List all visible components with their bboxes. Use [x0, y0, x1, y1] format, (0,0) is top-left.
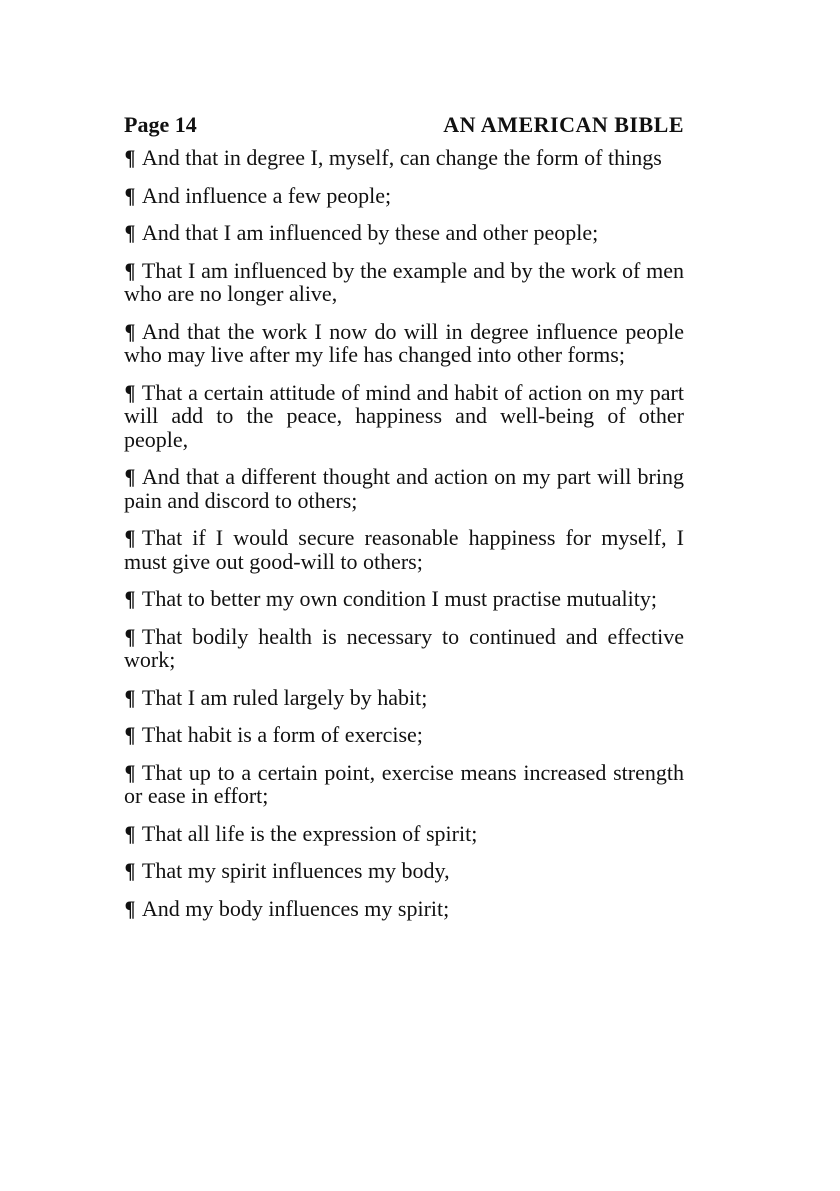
paragraph-6: ¶ That a certain attitude of mind and habit of action on my part will add to the peace, happiness and well-being of other people, [124, 379, 684, 452]
paragraph-2: ¶ And influence a few people; [124, 182, 392, 208]
running-title: AN AMERICAN BIBLE [443, 112, 684, 137]
book-page [124, 112, 684, 920]
page-header [124, 112, 684, 146]
paragraph-10: ¶ That bodily health is necessary to continued and effective work; [124, 623, 684, 672]
pilcrow-icon: ¶ [124, 895, 136, 921]
pilcrow-icon: ¶ [124, 145, 136, 170]
paragraph-14: ¶ That all life is the expression of spirit; [124, 820, 478, 846]
paragraph-11: ¶ That I am ruled largely by habit; [124, 684, 428, 710]
pilcrow-icon: ¶ [124, 684, 136, 710]
paragraph-3: ¶ And that I am influenced by these and other people; [124, 220, 599, 245]
paragraph-7: ¶ And that a different thought and action on my part will bring pain and discord to others; [124, 464, 684, 513]
pilcrow-icon: ¶ [124, 858, 136, 883]
paragraph-15: ¶ That my spirit influences my body, [124, 858, 450, 883]
paragraph-1: ¶ And that in degree I, myself, can change the form of things [124, 145, 662, 170]
page-number: Page 14 [124, 112, 197, 137]
paragraph-9: ¶ That to better my own condition I must practise mutuality; [124, 586, 657, 611]
pilcrow-icon: ¶ [124, 759, 136, 785]
pilcrow-icon: ¶ [124, 623, 136, 649]
paragraph-12: ¶ That habit is a form of exercise; [124, 722, 423, 747]
pilcrow-icon: ¶ [124, 220, 136, 245]
paragraph-8: ¶ That if I would secure reasonable happiness for myself, I must give out good-will to others; [124, 525, 684, 574]
paragraph-16: ¶ And my body influences my spirit; [124, 895, 450, 921]
pilcrow-icon: ¶ [124, 257, 136, 283]
pilcrow-icon: ¶ [124, 586, 136, 611]
paragraph-4: ¶ That I am influenced by the example and by the work of men who are no longer alive, [124, 257, 684, 306]
pilcrow-icon: ¶ [124, 318, 136, 344]
pilcrow-icon: ¶ [124, 464, 136, 489]
pilcrow-icon: ¶ [124, 820, 136, 846]
paragraph-5: ¶ And that the work I now do will in degree influence people who may live after my life has changed into other forms; [124, 318, 684, 367]
pilcrow-icon: ¶ [124, 379, 136, 405]
pilcrow-icon: ¶ [124, 722, 136, 747]
paragraph-13: ¶ That up to a certain point, exercise means increased strength or ease in effort; [124, 759, 684, 808]
pilcrow-icon: ¶ [124, 182, 136, 208]
pilcrow-icon: ¶ [124, 525, 136, 550]
